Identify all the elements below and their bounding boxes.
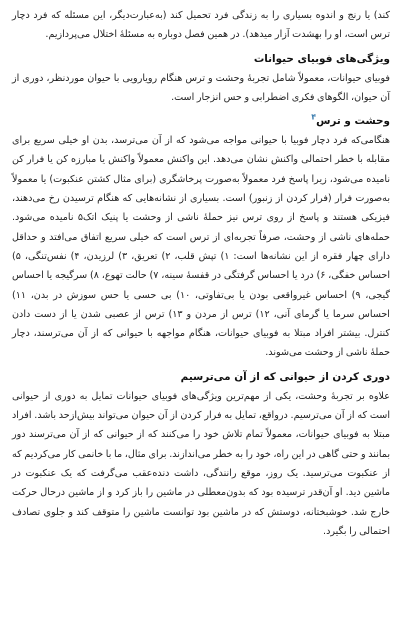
intro-paragraph: کند) یا رنج و اندوه بسیاری را به زندگی فرد تحمیل کند (به‌عبارت‌دیگر، این مسئله که فرد دچار ترس است، او را بهشدت آزار میدهد). در همین فصل دوباره به مسئلهٔ اختلال می‌پردازیم. [12, 10, 390, 41]
section-heading-panic-label: وحشت و ترس [316, 115, 390, 128]
section-paragraph-panic: هنگامی‌که فرد دچار فوبیا با حیوانی مواجه می‌شود که از آن می‌ترسد، بدن او خیلی سریع برای مقابله با خطر احتمالی واکنش نشان می‌دهد. این واکنش معمولاً واکنش یا مبارزه کن یا فرار کن نامیده می‌شود، زیرا پاسخ فرد معمولاً به‌صورت پرخاشگری (برای مثال کشتن عنکبوت) یا معمولاً به‌صورت فرار (فرار کردن از زنبور) است. بسیاری از نشانه‌هایی که هنگام ترسیدن رخ می‌دهند، فیزیکی هستند و پاسخ از روی ترس نیز حملهٔ ناشی از وحشت یا پنیک اتک۵ نامیده می‌شود. حمله‌های ناشی از وحشت، صرفاً تجربه‌ای از ترس است که خیلی سریع اتفاق می‌افتد و حداقل دارای چهار فقره از این نشانه‌ها است: ۱) تپش قلب، ۲) تعریق، ۳) لرزیدن، ۴) نفس‌تنگی، ۵) احساس خفگی، ۶) درد یا احساس گرفتگی در قفسهٔ سینه، ۷) حالت تهوع، ۸) سرگیجه یا احساس گیجی، ۹) احساس غیرواقعی بودن یا بی‌تفاوتی، ۱۰) بی حسی یا حس سوزش در بدن، ۱۱) احساس سرما یا گرمای آنی، ۱۲) ترس از مردن و ۱۳) ترس از عصبی شدن یا از دست دادن کنترل. بیشتر افراد مبتلا به فوبیای حیوانات، هنگام مواجهه با حیوانی که از آن می‌ترسند، دچار حملهٔ ناشی از وحشت می‌شوند. [12, 135, 390, 359]
section-heading-avoidance: دوری کردن از حیوانی که از آن می‌ترسیم [180, 370, 390, 383]
section-paragraph-features: فوبیای حیوانات، معمولاً شامل تجربهٔ وحشت و ترس هنگام رویارویی با حیوان موردنظر، دوری از آن حیوان، الگوهای فکری اضطرابی و حس انزجار است. [12, 72, 390, 103]
section-heading-animal-phobia-features: ویژگی‌های فوبیای حیوانات [253, 52, 390, 65]
section-paragraph-avoidance: علاوه بر تجربهٔ وحشت، یکی از مهم‌ترین ویژگی‌های فوبیای حیوانات تمایل به دوری از حیوانی است که از آن می‌ترسیم. درواقع، تمایل به فرار کردن از آن حیوان می‌تواند بیش‌ازحد باشد. افراد مبتلا به فوبیای حیوانات، معمولاً تمام تلاش خود را می‌کنند که از حیوانی که از آن می‌ترسند دور بمانند و حتی گاهی در این راه، خود را به خطر می‌اندازند. برای مثال، ما با خانمی کار می‌کردیم که از عنکبوت می‌ترسید. یک روز، موقع رانندگی، داشت دنده‌عقب می‌گرفت که یک عنکبوت در ماشین دید. او آن‌قدر ترسیده بود که بدون‌معطلی در ماشین را باز کرد و از ماشین درحال حرکت خارج شد. خوشبختانه، دوستش که در ماشین بود توانست ماشین را متوقف کند و جلوی تصادف احتمالی را بگیرد. [11, 390, 390, 537]
footnote-marker[interactable]: ۴ [311, 112, 317, 122]
section-heading-panic-and-fear [12, 112, 390, 130]
